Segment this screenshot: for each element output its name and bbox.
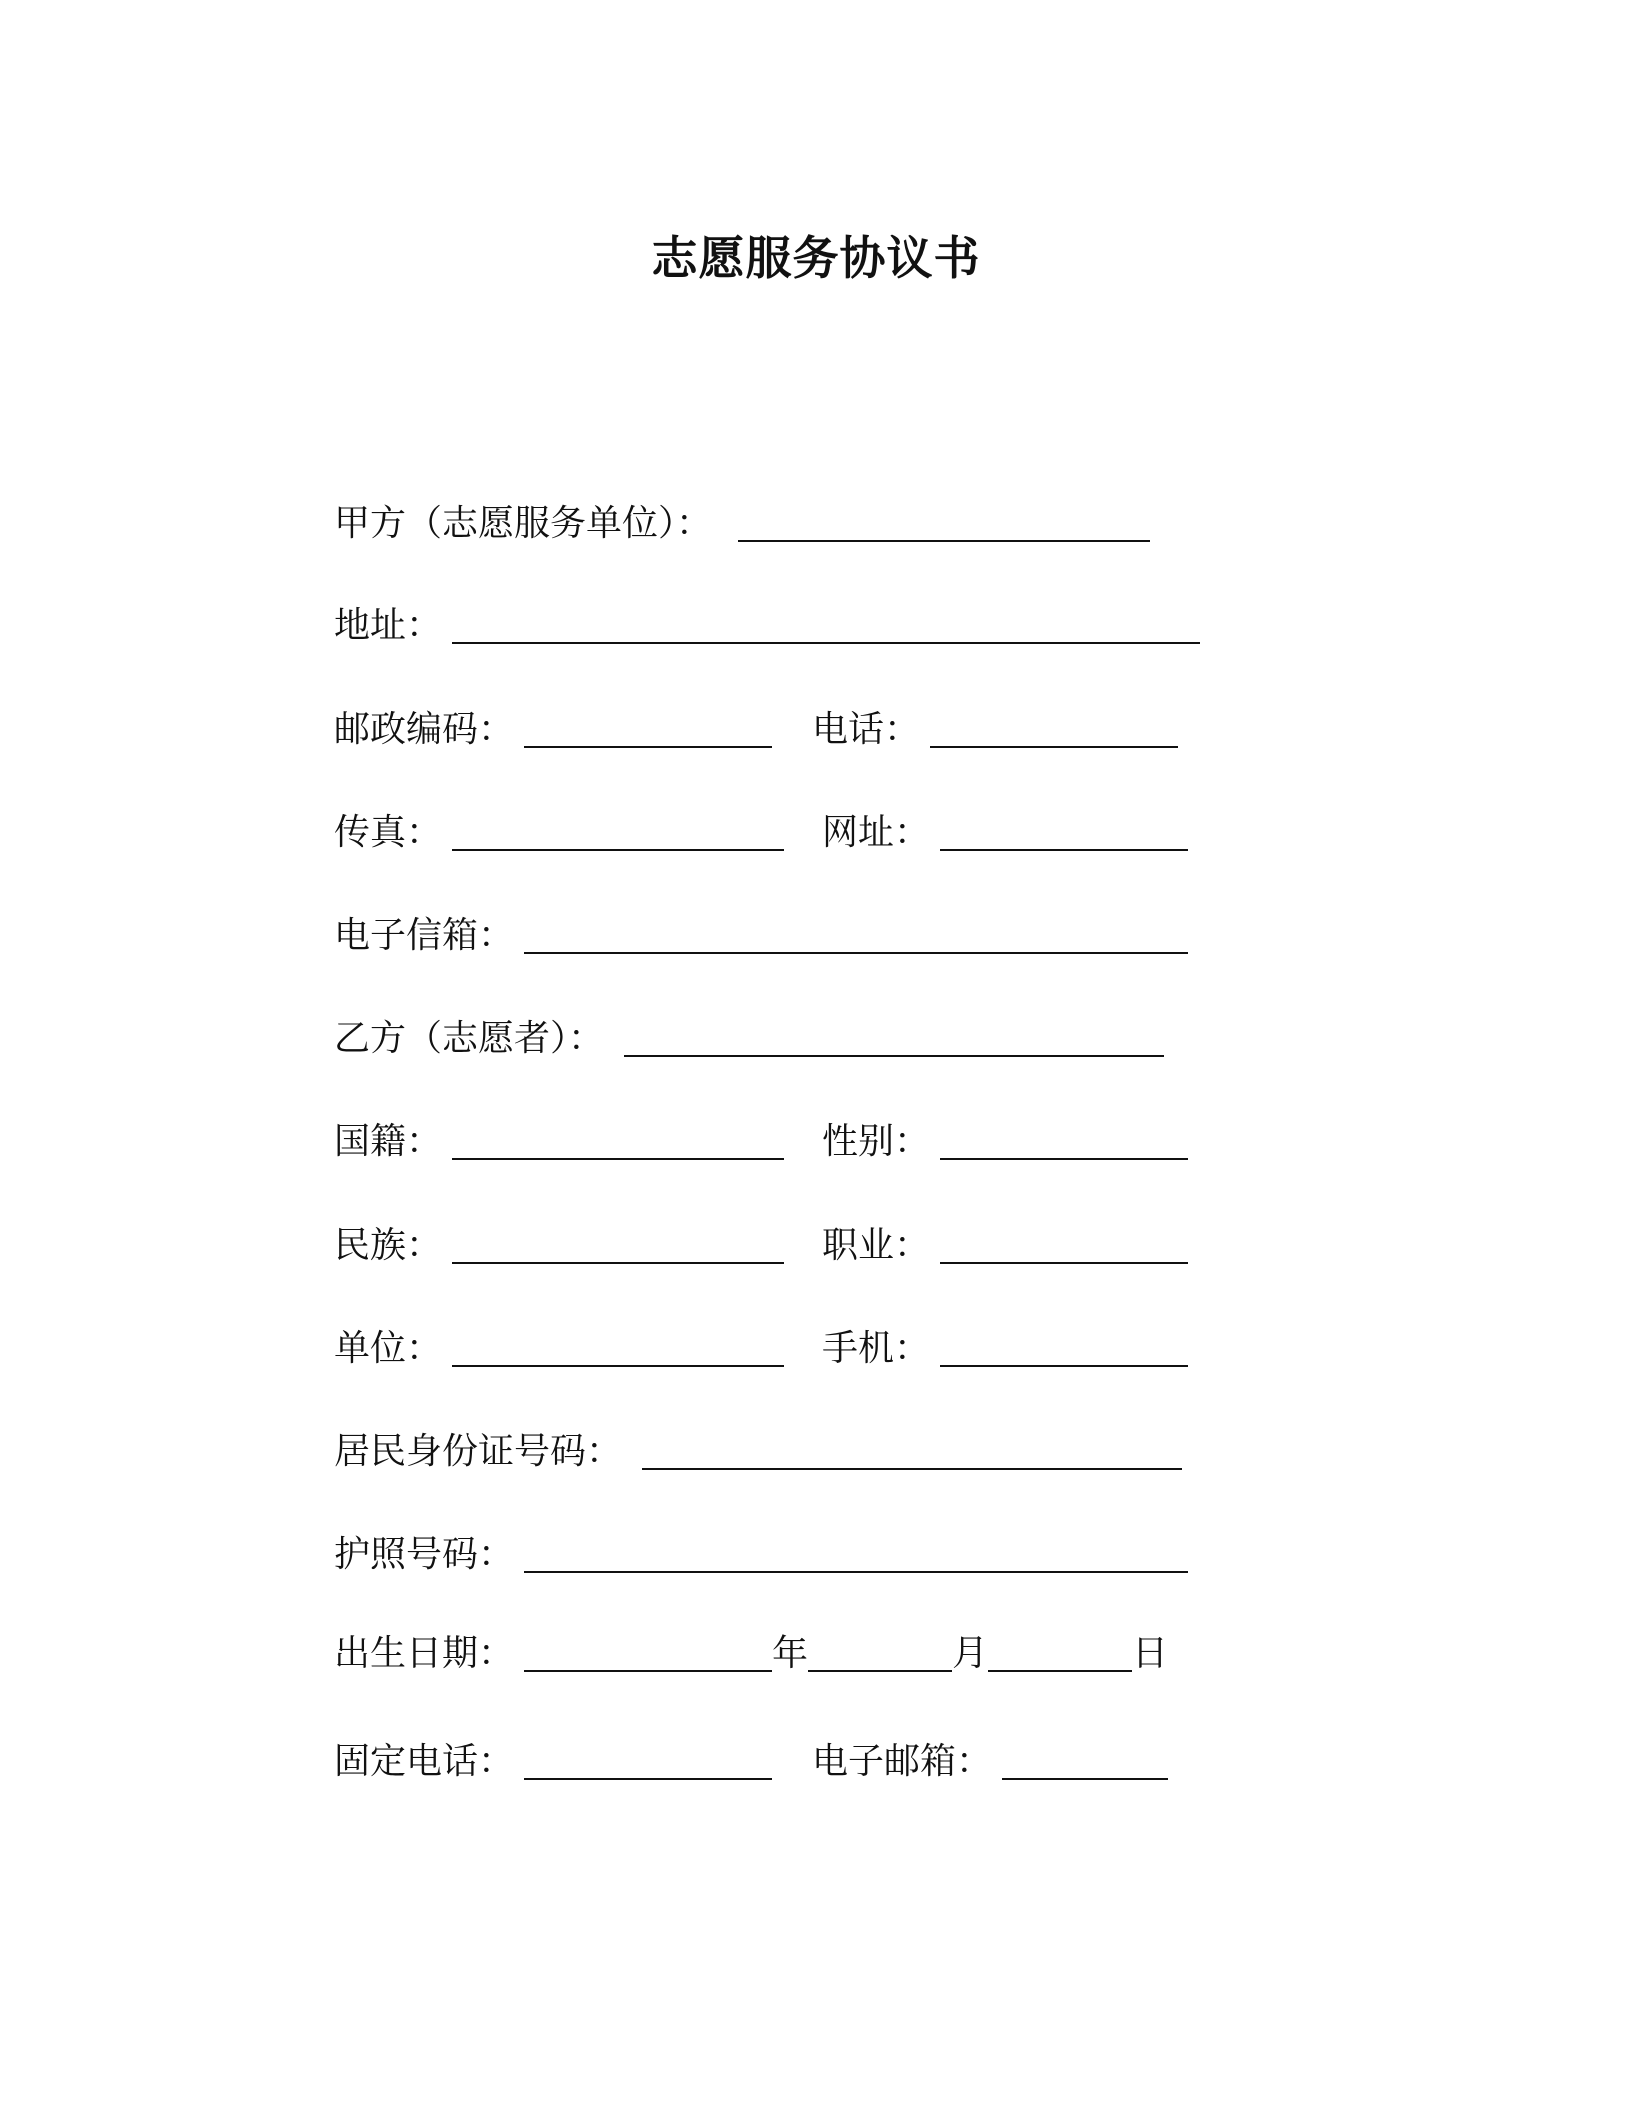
website-blank[interactable] — [940, 819, 1188, 851]
field-row-email-a — [334, 912, 1188, 960]
year-label: 年 — [772, 1633, 809, 1674]
field-row-passport — [334, 1531, 1188, 1579]
employer-label: 单位： — [334, 1328, 443, 1369]
website-label: 网址： — [822, 812, 931, 853]
postcode-blank[interactable] — [524, 716, 772, 748]
gender-label: 性别： — [822, 1121, 931, 1162]
landline-label: 固定电话： — [334, 1741, 515, 1782]
passport-label: 护照号码： — [334, 1534, 515, 1575]
field-row-nationality-gender — [334, 1118, 1188, 1166]
email-a-label: 电子信箱： — [334, 915, 515, 956]
postcode-label: 邮政编码： — [334, 709, 515, 750]
party-a-blank[interactable] — [738, 510, 1150, 542]
phone-label: 电话： — [812, 709, 921, 750]
document-title: 志愿服务协议书 — [651, 231, 981, 285]
email-b-blank[interactable] — [1002, 1748, 1168, 1780]
gender-blank[interactable] — [940, 1128, 1188, 1160]
field-row-fax-website — [334, 809, 1188, 857]
field-row-id-number — [334, 1428, 1182, 1476]
email-a-blank[interactable] — [524, 922, 1188, 954]
fax-label: 传真： — [334, 812, 443, 853]
passport-blank[interactable] — [524, 1541, 1188, 1573]
mobile-blank[interactable] — [940, 1335, 1188, 1367]
address-blank[interactable] — [452, 612, 1200, 644]
field-row-postcode-phone — [334, 706, 1178, 754]
party-b-blank[interactable] — [624, 1025, 1164, 1057]
nationality-blank[interactable] — [452, 1128, 784, 1160]
field-row-address — [334, 602, 1200, 650]
field-row-birth-date — [334, 1630, 1168, 1678]
day-label: 日 — [1132, 1633, 1169, 1674]
fax-blank[interactable] — [452, 819, 784, 851]
landline-blank[interactable] — [524, 1748, 772, 1780]
party-a-label: 甲方（志愿服务单位）： — [334, 503, 713, 544]
address-label: 地址： — [334, 605, 443, 646]
field-row-landline-email-b — [334, 1738, 1168, 1786]
nationality-label: 国籍： — [334, 1121, 443, 1162]
ethnicity-blank[interactable] — [452, 1232, 784, 1264]
party-b-label: 乙方（志愿者）： — [334, 1018, 605, 1059]
id-number-label: 居民身份证号码： — [334, 1431, 623, 1472]
month-label: 月 — [952, 1633, 989, 1674]
employer-blank[interactable] — [452, 1335, 784, 1367]
birth-date-label: 出生日期： — [334, 1633, 515, 1674]
ethnicity-label: 民族： — [334, 1225, 443, 1266]
occupation-label: 职业： — [822, 1225, 931, 1266]
id-number-blank[interactable] — [642, 1438, 1182, 1470]
field-row-ethnicity-occupation — [334, 1222, 1188, 1270]
birth-day-blank[interactable] — [988, 1640, 1132, 1672]
field-row-employer-mobile — [334, 1325, 1188, 1373]
phone-blank[interactable] — [930, 716, 1178, 748]
email-b-label: 电子邮箱： — [812, 1741, 993, 1782]
occupation-blank[interactable] — [940, 1232, 1188, 1264]
mobile-label: 手机： — [822, 1328, 931, 1369]
birth-month-blank[interactable] — [808, 1640, 952, 1672]
field-row-party-a — [334, 500, 1150, 548]
field-row-party-b — [334, 1015, 1164, 1063]
birth-year-blank[interactable] — [524, 1640, 772, 1672]
